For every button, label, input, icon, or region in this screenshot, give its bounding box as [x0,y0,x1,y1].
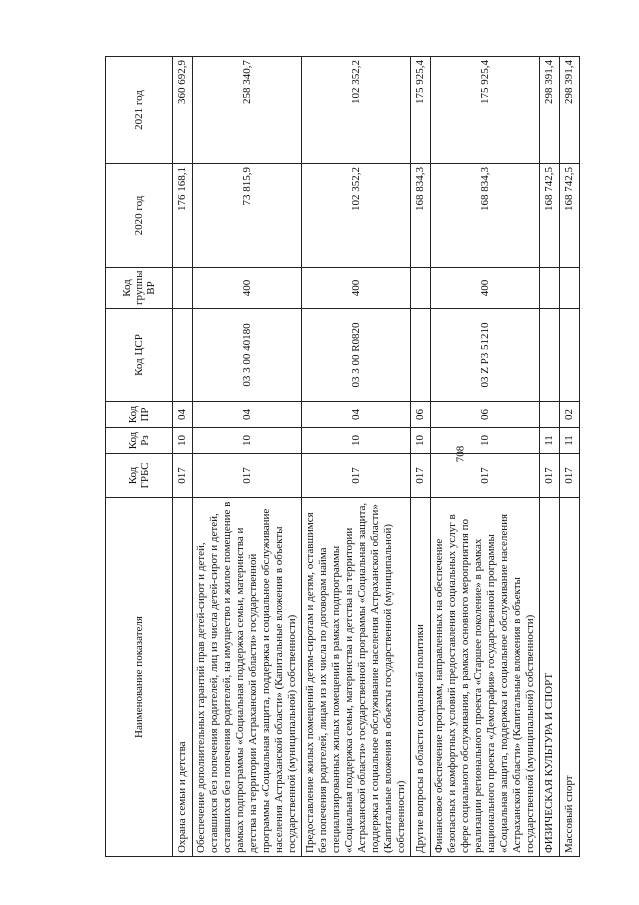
row-pr [540,402,560,428]
row-2021: 360 692,9 [173,57,193,164]
row-2020: 102 352,2 [302,164,411,268]
rotated-table-wrapper [105,57,580,857]
row-vr: 400 [302,268,411,309]
row-name: Финансовое обеспечение программ, направленных на обеспечение безопасных и комфортных условий предоставления социальных услуг в сфере социального обслуживания, в рамках основного мероприятия по реализации регионального проекта «Старшее поколение» в рамках национального проекта «Демография» государственной программы «Социальная защита, поддержка и социальное обслуживание населения Астраханской области» (Капитальные вложения в объекты государственной (муниципальной) собственности) [431,498,540,857]
table-row [302,57,411,857]
header-grbs: Код ГРБС [106,454,173,498]
row-rz: 11 [560,428,580,454]
row-csr [560,309,580,402]
row-grbs: 017 [431,454,540,498]
row-csr: 03 3 00 40180 [193,309,302,402]
row-vr [560,268,580,309]
row-name: Предоставление жилых помещений детям-сиротам и детям, оставшимся без попечения родителей, лицам из их числа по договорам найма специализированных жилых помещений в рамках подпрограммы «Социальная поддержка семьи, материнства и детства на территории Астраханской области» государственной программы «Социальная защита, поддержка и социальное обслуживание населения Астраханской области» (Капитальные вложения в объекты государственной (муниципальной) собственности) [302,498,411,857]
row-pr: 04 [302,402,411,428]
row-2021: 175 925,4 [411,57,431,164]
row-vr: 400 [193,268,302,309]
row-2021: 298 391,4 [540,57,560,164]
row-2020: 168 742,5 [560,164,580,268]
row-grbs: 017 [173,454,193,498]
row-pr: 04 [193,402,302,428]
table-row [193,57,302,857]
row-vr: 400 [431,268,540,309]
row-2021: 298 391,4 [560,57,580,164]
header-2020: 2020 год [106,164,173,268]
row-2021: 175 925,4 [431,57,540,164]
row-pr: 04 [173,402,193,428]
row-2020: 168 742,5 [540,164,560,268]
budget-table [105,56,580,857]
row-grbs: 017 [302,454,411,498]
row-grbs: 017 [193,454,302,498]
header-name: Наименование показателя [106,498,173,857]
table-row [560,57,580,857]
row-rz: 10 [173,428,193,454]
row-2021: 102 352,2 [302,57,411,164]
row-vr [173,268,193,309]
row-csr [540,309,560,402]
row-2020: 73 815,9 [193,164,302,268]
row-csr: 03 Z P3 51210 [431,309,540,402]
row-rz: 10 [431,428,540,454]
table-header-row [106,57,173,857]
header-pr: Код ПР [106,402,173,428]
row-2021: 258 340,7 [193,57,302,164]
table-row [411,57,431,857]
table-row [173,57,193,857]
header-vr: Код группы ВР [106,268,173,309]
row-grbs: 017 [411,454,431,498]
row-vr [411,268,431,309]
row-csr: 03 3 00 R0820 [302,309,411,402]
row-rz: 10 [302,428,411,454]
row-grbs: 017 [540,454,560,498]
row-pr: 06 [431,402,540,428]
table-row [431,57,540,857]
row-name: Обеспечение дополнительных гарантий прав детей-сирот и детей, оставшихся без попечения родителей, лиц из числа детей-сирот и детей, оставшихся без попечения родителей, на имущество и жилое помещение в рамках подпрограммы «Социальная поддержка семьи, материнства и детства на территории Астраханской области» государственной программы «Социальная защита, поддержка и социальное обслуживание населения Астраханской области» (Капитальные вложения в объекты государственной (муниципальной) собственности) [193,498,302,857]
row-pr: 06 [411,402,431,428]
row-rz: 11 [540,428,560,454]
row-rz: 10 [411,428,431,454]
row-csr [173,309,193,402]
row-2020: 168 834,3 [431,164,540,268]
row-csr [411,309,431,402]
row-name: Охрана семьи и детства [173,498,193,857]
row-2020: 168 834,3 [411,164,431,268]
header-2021: 2021 год [106,57,173,164]
row-rz: 10 [193,428,302,454]
row-2020: 176 168,1 [173,164,193,268]
header-rz: Код Рз [106,428,173,454]
row-vr [540,268,560,309]
row-name: Массовый спорт [560,498,580,857]
header-csr: Код ЦСР [106,309,173,402]
page-number: 708 [454,445,467,463]
row-pr: 02 [560,402,580,428]
row-name: Другие вопросы в области социальной политики [411,498,431,857]
row-name: ФИЗИЧЕСКАЯ КУЛЬТУРА И СПОРТ [540,498,560,857]
table-row [540,57,560,857]
row-grbs: 017 [560,454,580,498]
